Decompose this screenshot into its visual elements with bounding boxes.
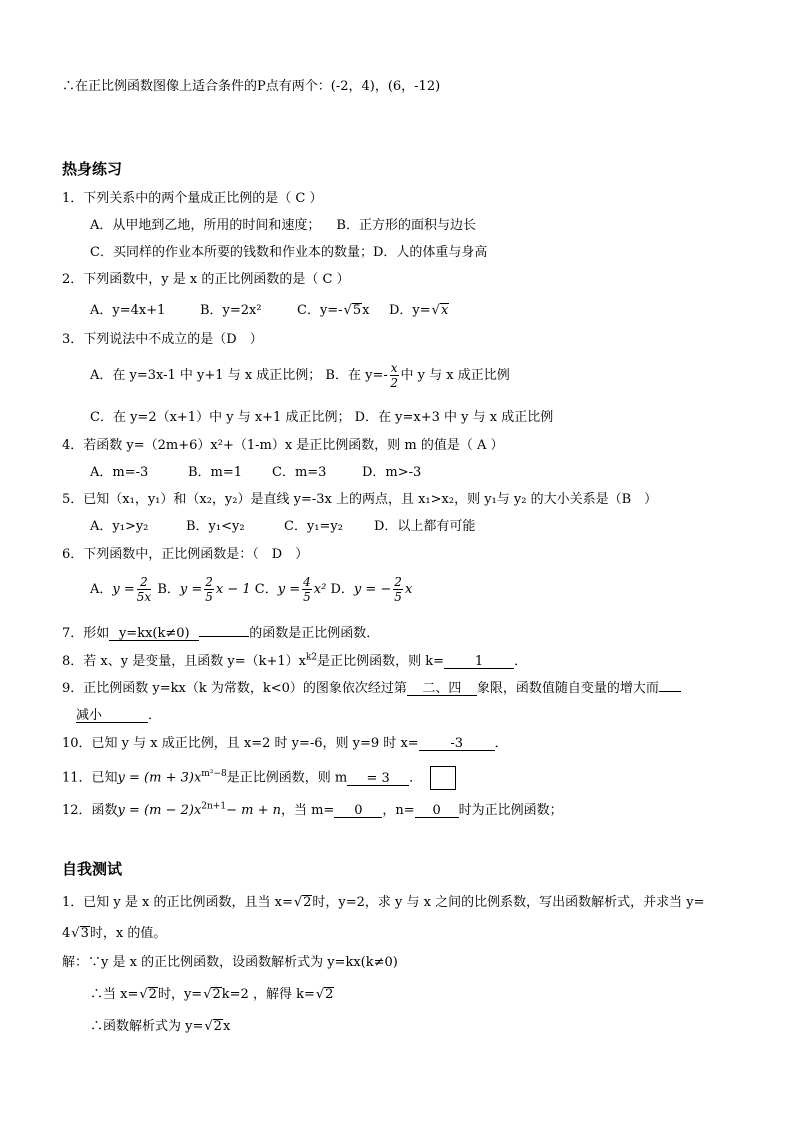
q1-option-b: B．正方形的面积与边长 <box>336 218 476 233</box>
q7-trailing-blank <box>199 636 249 637</box>
q9-answer-blank-2-start <box>659 691 681 692</box>
q12-answer-blank-n: 0 <box>415 804 459 818</box>
q10-answer-blank: -3 <box>419 737 495 751</box>
q6-option-a: A．y = $\frac{2}{5x}$ <box>90 575 152 604</box>
question-3-options-ab: A．在 y=3x-1 中 y+1 与 x 成正比例； B．在 y=- $\frac{x}{2}$ 中 y 与 x 成正比例 <box>90 361 510 390</box>
q6-option-d: D．y = − $\frac{2}{5}$ x <box>330 575 413 604</box>
q8-answer-blank: 1 <box>444 655 514 669</box>
selftest-question-1-line-2: 4√3时，x 的值。 <box>62 926 167 941</box>
q4-option-c: C．m=3 <box>272 465 327 480</box>
question-11: 11．已知$y = (m + 3)x^{m^2-8}$是正比例函数，则 m = 3 ． <box>62 766 456 790</box>
question-1-options-ab <box>90 219 476 232</box>
question-1-options-cd: C．买同样的作业本所要的钱数和作业本的数量；D．人的体重与身高 <box>90 245 488 260</box>
solution-line-2: ∴当 x=√2时，y=√2k=2 ，解得 k=√2 <box>90 987 334 1002</box>
question-6-options <box>90 576 412 603</box>
q2-option-a: A．y=4x+1 <box>90 303 166 318</box>
q2-option-b: B．y=2x² <box>200 303 262 318</box>
question-4-options <box>90 466 421 479</box>
q6-option-b: B．y = $\frac{2}{5}$ x − 1 <box>157 575 251 604</box>
question-2-stem: 2．下列函数中，y 是 x 的正比例函数的是（ C ） <box>62 272 350 287</box>
solution-line-3: ∴函数解析式为 y=√2x <box>90 1019 231 1034</box>
question-9-line-1: 9．正比例函数 y=kx（k 为常数，k<0）的图象依次经过第 二、四 象限，函数值随自变量的增大而 <box>62 682 681 696</box>
q7-answer-blank: y=kx(k≠0) <box>109 627 199 641</box>
q2-option-d: D．y=√x <box>389 303 449 318</box>
warmup-heading: 热身练习 <box>62 160 123 178</box>
answer-box <box>430 766 456 790</box>
q1-option-a: A．从甲地到乙地，所用的时间和速度； <box>90 218 321 233</box>
question-7: 7．形如 y=kx(k≠0) 的函数是正比例函数． <box>62 626 380 641</box>
question-10: 10．已知 y 与 x 成正比例，且 x=2 时 y=-6，则 y=9 时 x= -3 ． <box>62 736 508 751</box>
question-12: 12．函数$y = (m - 2)x^{2n+1}- m + n$，当 m= 0 ，n= 0 时为正比例函数； <box>62 801 563 818</box>
question-5-stem: 5．已知（x₁，y₁）和（x₂，y₂）是直线 y=-3x 上的两点，且 x₁>x₂，则 y₁与 y₂ 的大小关系是（B ） <box>62 492 658 507</box>
question-2-options <box>90 303 449 317</box>
solution-line-1: 解：∵y 是 x 的正比例函数，设函数解析式为 y=kx(k≠0) <box>62 955 398 970</box>
question-5-options <box>90 520 475 533</box>
q9-answer-blank-2: 减小 <box>76 709 148 723</box>
top-conclusion-line: ∴在正比例函数图像上适合条件的P点有两个：(-2，4)，(6，-12) <box>62 79 441 94</box>
q4-option-d: D．m>-3 <box>362 465 422 480</box>
q11-answer-blank: = 3 <box>347 772 409 786</box>
q5-option-c: C．y₁=y₂ <box>284 519 343 534</box>
q5-option-d: D．以上都有可能 <box>374 519 476 534</box>
question-9-line-2: 减小 ． <box>76 708 162 723</box>
question-8: 8．若 x、y 是变量，且函数 $y=(k+1)x^{k2}$是正比例函数，则 k= 1 ． <box>62 652 528 669</box>
question-4-stem: 4．若函数 y=（2m+6）x²+（1-m）x 是正比例函数，则 m 的值是（ A ） <box>62 438 504 453</box>
question-3-stem: 3．下列说法中不成立的是（D ） <box>62 332 263 347</box>
selftest-question-1-line-1: 1．已知 y 是 x 的正比例函数，且当 x=√2时，y=2，求 y 与 x 之间的比例系数，写出函数解析式，并求当 y= <box>62 895 705 910</box>
question-6-stem: 6．下列函数中，正比例函数是：（ D ） <box>62 547 309 562</box>
selftest-heading: 自我测试 <box>62 860 123 878</box>
q4-option-b: B．m=1 <box>188 465 243 480</box>
question-3-options-cd: C．在 y=2（x+1）中 y 与 x+1 成正比例； D．在 y=x+3 中 y 与 x 成正比例 <box>90 410 554 425</box>
q4-option-a: A．m=-3 <box>90 465 149 480</box>
q9-answer-blank-1: 二、四 <box>407 682 477 696</box>
q12-answer-blank-m: 0 <box>334 804 382 818</box>
q3-fraction: $\frac{x}{2}$ <box>390 361 398 390</box>
q5-option-b: B．y₁<y₂ <box>186 519 245 534</box>
q6-option-c: C．y = $\frac{4}{5}$ x² <box>254 575 327 604</box>
q5-option-a: A．y₁>y₂ <box>90 519 149 534</box>
question-1-stem: 1．下列关系中的两个量成正比例的是（ C ） <box>62 191 323 206</box>
q2-option-c: C．y=-√5x <box>297 303 370 318</box>
